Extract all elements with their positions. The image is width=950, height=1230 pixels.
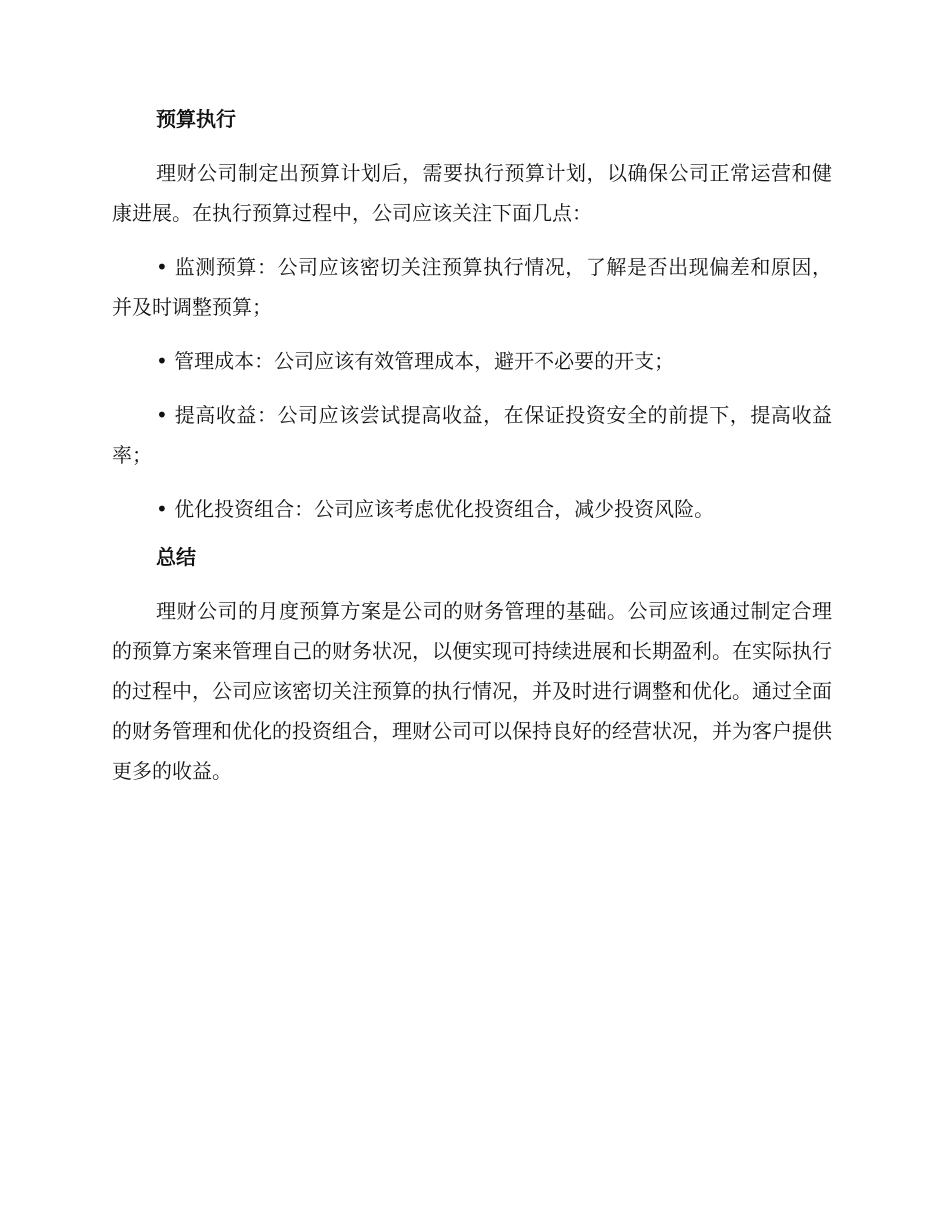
list-item-manage-cost: • 管理成本：公司应该有效管理成本，避开不必要的开支；	[156, 349, 675, 373]
document-body	[112, 105, 832, 805]
paragraph-intro: 理财公司制定出预算计划后，需要执行预算计划，以确保公司正常运营和健康进展。在执行预算过程中，公司应该关注下面几点：	[112, 161, 832, 225]
list-item-monitor-budget: • 监测预算：公司应该密切关注预算执行情况，了解是否出现偏差和原因，并及时调整预算；	[112, 255, 832, 319]
section-heading-budget-execution: 预算执行	[156, 107, 236, 131]
section-heading-summary: 总结	[156, 545, 196, 569]
list-item-optimize-portfolio: • 优化投资组合：公司应该考虑优化投资组合，减少投资风险。	[156, 497, 715, 521]
paragraph-summary: 理财公司的月度预算方案是公司的财务管理的基础。公司应该通过制定合理的预算方案来管理自己的财务状况，以便实现可持续进展和长期盈利。在实际执行的过程中，公司应该密切关注预算的执行情况，并及时进行调整和优化。通过全面的财务管理和优化的投资组合，理财公司可以保持良好的经营状况，并为客户提供更多的收益。	[112, 599, 832, 783]
list-item-increase-revenue: • 提高收益：公司应该尝试提高收益，在保证投资安全的前提下，提高收益率；	[112, 403, 832, 467]
